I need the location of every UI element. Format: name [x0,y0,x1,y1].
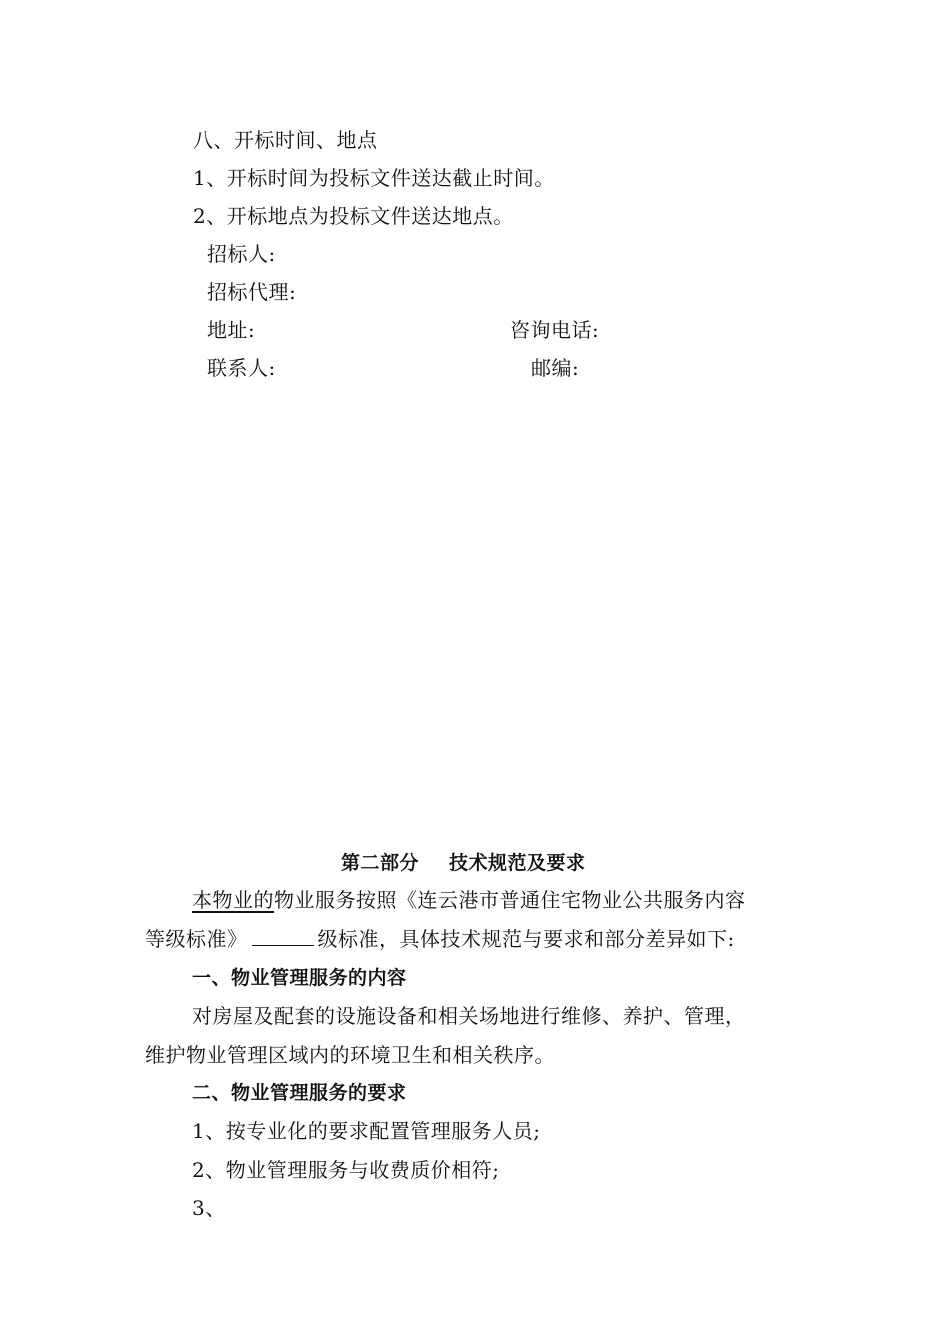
requirement-3: 3、 [192,1196,226,1220]
agent-label: 招标代理: [207,280,297,304]
intro-underlined-text: 本物业的 [192,888,274,912]
section-eight-item-1: 1、开标时间为投标文件送达截止时间。 [193,166,555,190]
tenderer-label: 招标人: [207,242,276,266]
section-eight-heading: 八、开标时间、地点 [193,128,378,152]
content-line-1: 对房屋及配套的设施设备和相关场地进行维修、养护、管理， [192,1004,746,1028]
requirement-2: 2、物业管理服务与收费质价相符; [192,1158,500,1182]
level-blank-field [252,927,314,946]
section-eight-item-2: 2、开标地点为投标文件送达地点。 [193,204,514,228]
intro-line-1-rest: 物业服务按照《连云港市普通住宅物业公共服务内容 [274,888,746,912]
requirement-1: 1、按专业化的要求配置管理服务人员; [192,1119,541,1143]
postcode-label: 邮编: [531,356,580,380]
contact-person-label: 联系人: [207,356,276,380]
phone-label: 咨询电话: [510,318,600,342]
intro-line-2-b: 级标准，具体技术规范与要求和部分差异如下: [317,927,735,951]
part-two-title-left: 第二部分 [341,852,420,874]
part-two-title-right: 技术规范及要求 [449,852,586,874]
address-label: 地址: [207,318,256,342]
intro-line-2 [145,925,735,953]
intro-line-1 [192,886,746,914]
part-two-title [341,849,586,877]
heading-requirements: 二、物业管理服务的要求 [192,1082,407,1104]
content-line-2: 维护物业管理区域内的环境卫生和相关秩序。 [145,1043,555,1067]
heading-content: 一、物业管理服务的内容 [192,967,407,989]
intro-line-2-a: 等级标准》 [145,927,248,951]
